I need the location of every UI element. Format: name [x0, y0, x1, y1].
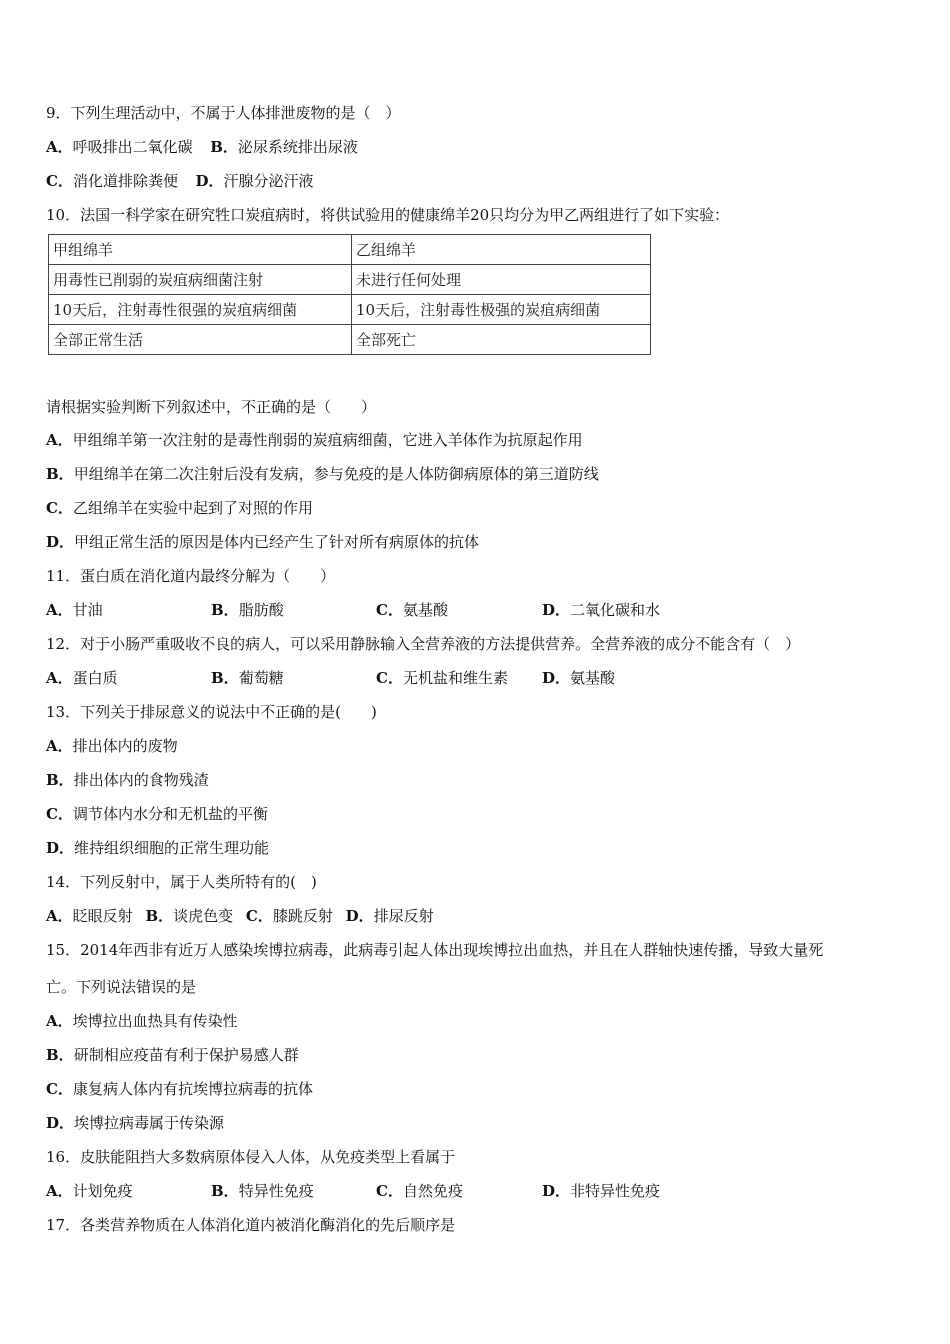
option-text: 汗腺分泌汗液 — [223, 172, 314, 190]
question-13-option-a: A．排出体内的废物 — [46, 737, 178, 755]
experiment-table — [48, 234, 651, 355]
option-label: B． — [46, 465, 74, 483]
table-row — [49, 265, 651, 295]
question-14-stem: 14．下列反射中，属于人类所特有的( ) — [46, 873, 317, 891]
question-13-option-c: C．调节体内水分和无机盐的平衡 — [46, 805, 268, 823]
table-row — [49, 325, 651, 355]
table-cell: 10天后，注射毒性很强的炭疽病细菌 — [49, 295, 352, 325]
question-9-stem: 9．下列生理活动中，不属于人体排泄废物的是（ ） — [46, 104, 401, 122]
option: C．无机盐和维生素 — [376, 669, 508, 687]
table-cell: 全部正常生活 — [49, 325, 352, 355]
option-label: C． — [46, 499, 73, 517]
table-cell: 全部死亡 — [352, 325, 651, 355]
option: C．自然免疫 — [376, 1182, 463, 1200]
option-label: D． — [195, 172, 224, 190]
option-text: 泌尿系统排出尿液 — [237, 138, 358, 156]
option: D．二氧化碳和水 — [542, 601, 661, 619]
option: B．葡萄糖 — [211, 669, 284, 687]
table-cell: 甲组绵羊 — [49, 235, 352, 265]
question-16-stem: 16．皮肤能阻挡大多数病原体侵入人体，从免疫类型上看属于 — [46, 1148, 456, 1166]
option-label: A． — [46, 431, 73, 449]
question-10-option-c — [46, 498, 313, 518]
question-15-stem-line1: 15．2014年西非有近万人感染埃博拉病毒，此病毒引起人体出现埃博拉出血热，并且在人群轴快速传播，导致大量死 — [46, 941, 824, 959]
option: D．氨基酸 — [542, 669, 616, 687]
question-15-option-b: B．研制相应疫苗有利于保护易感人群 — [46, 1046, 299, 1064]
option: A．蛋白质 — [46, 669, 118, 687]
option-label: D． — [46, 533, 75, 551]
option: B．脂肪酸 — [211, 601, 284, 619]
question-10-option-d — [46, 532, 479, 552]
question-11-options — [46, 600, 746, 620]
question-17-stem: 17．各类营养物质在人体消化道内被消化酶消化的先后顺序是 — [46, 1216, 456, 1234]
question-12-stem: 12．对于小肠严重吸收不良的病人，可以采用静脉输入全营养液的方法提供营养。全营养液的成分不能含有（ ） — [46, 635, 801, 653]
option: C．氨基酸 — [376, 601, 448, 619]
table-cell: 用毒性已削弱的炭疽病细菌注射 — [49, 265, 352, 295]
option-text: 甲组绵羊第一次注射的是毒性削弱的炭疽病细菌，它进入羊体作为抗原起作用 — [72, 431, 583, 449]
option-text: 甲组正常生活的原因是体内已经产生了针对所有病原体的抗体 — [74, 533, 480, 551]
table-row — [49, 295, 651, 325]
question-10-prompt: 请根据实验判断下列叙述中，不正确的是（ ） — [46, 398, 377, 416]
option-text: 乙组绵羊在实验中起到了对照的作用 — [72, 499, 313, 517]
option-text: 消化道排除粪便 — [72, 172, 178, 190]
question-10-stem: 10．法国一科学家在研究牲口炭疽病时，将供试验用的健康绵羊20只均分为甲乙两组进行了如下实验： — [46, 206, 730, 224]
option: A．计划免疫 — [46, 1182, 133, 1200]
question-16-options — [46, 1181, 746, 1201]
question-15-option-d: D．埃博拉病毒属于传染源 — [46, 1114, 225, 1132]
option-text: 呼吸排出二氧化碳 — [72, 138, 193, 156]
question-15-stem-line2: 亡。下列说法错误的是 — [46, 978, 197, 996]
option: A．甘油 — [46, 601, 103, 619]
option-text: 甲组绵羊在第二次注射后没有发病，参与免疫的是人体防御病原体的第三道防线 — [73, 465, 599, 483]
table-cell: 乙组绵羊 — [352, 235, 651, 265]
option: D．非特异性免疫 — [542, 1182, 661, 1200]
option: B．特异性免疫 — [211, 1182, 314, 1200]
question-10-option-b — [46, 464, 599, 484]
question-11-stem: 11．蛋白质在消化道内最终分解为（ ） — [46, 567, 336, 585]
question-13-option-b: B．排出体内的食物残渣 — [46, 771, 209, 789]
question-9-options-row1 — [46, 137, 358, 157]
table-cell: 未进行任何处理 — [352, 265, 651, 295]
question-13-stem: 13．下列关于排尿意义的说法中不正确的是( ) — [46, 703, 377, 721]
question-12-options — [46, 668, 746, 688]
question-10-option-a — [46, 430, 583, 450]
table-row — [49, 235, 651, 265]
question-9-options-row2 — [46, 171, 314, 191]
question-13-option-d: D．维持组织细胞的正常生理功能 — [46, 839, 270, 857]
question-14-options: A．眨眼反射 B．谈虎色变 C．膝跳反射 D．排尿反射 — [46, 907, 434, 925]
question-15-option-c: C．康复病人体内有抗埃博拉病毒的抗体 — [46, 1080, 313, 1098]
option-label: C． — [46, 172, 73, 190]
question-15-option-a: A．埃博拉出血热具有传染性 — [46, 1012, 238, 1030]
table-cell: 10天后，注射毒性极强的炭疽病细菌 — [352, 295, 651, 325]
option-label: B． — [210, 138, 238, 156]
option-label: A． — [46, 138, 73, 156]
